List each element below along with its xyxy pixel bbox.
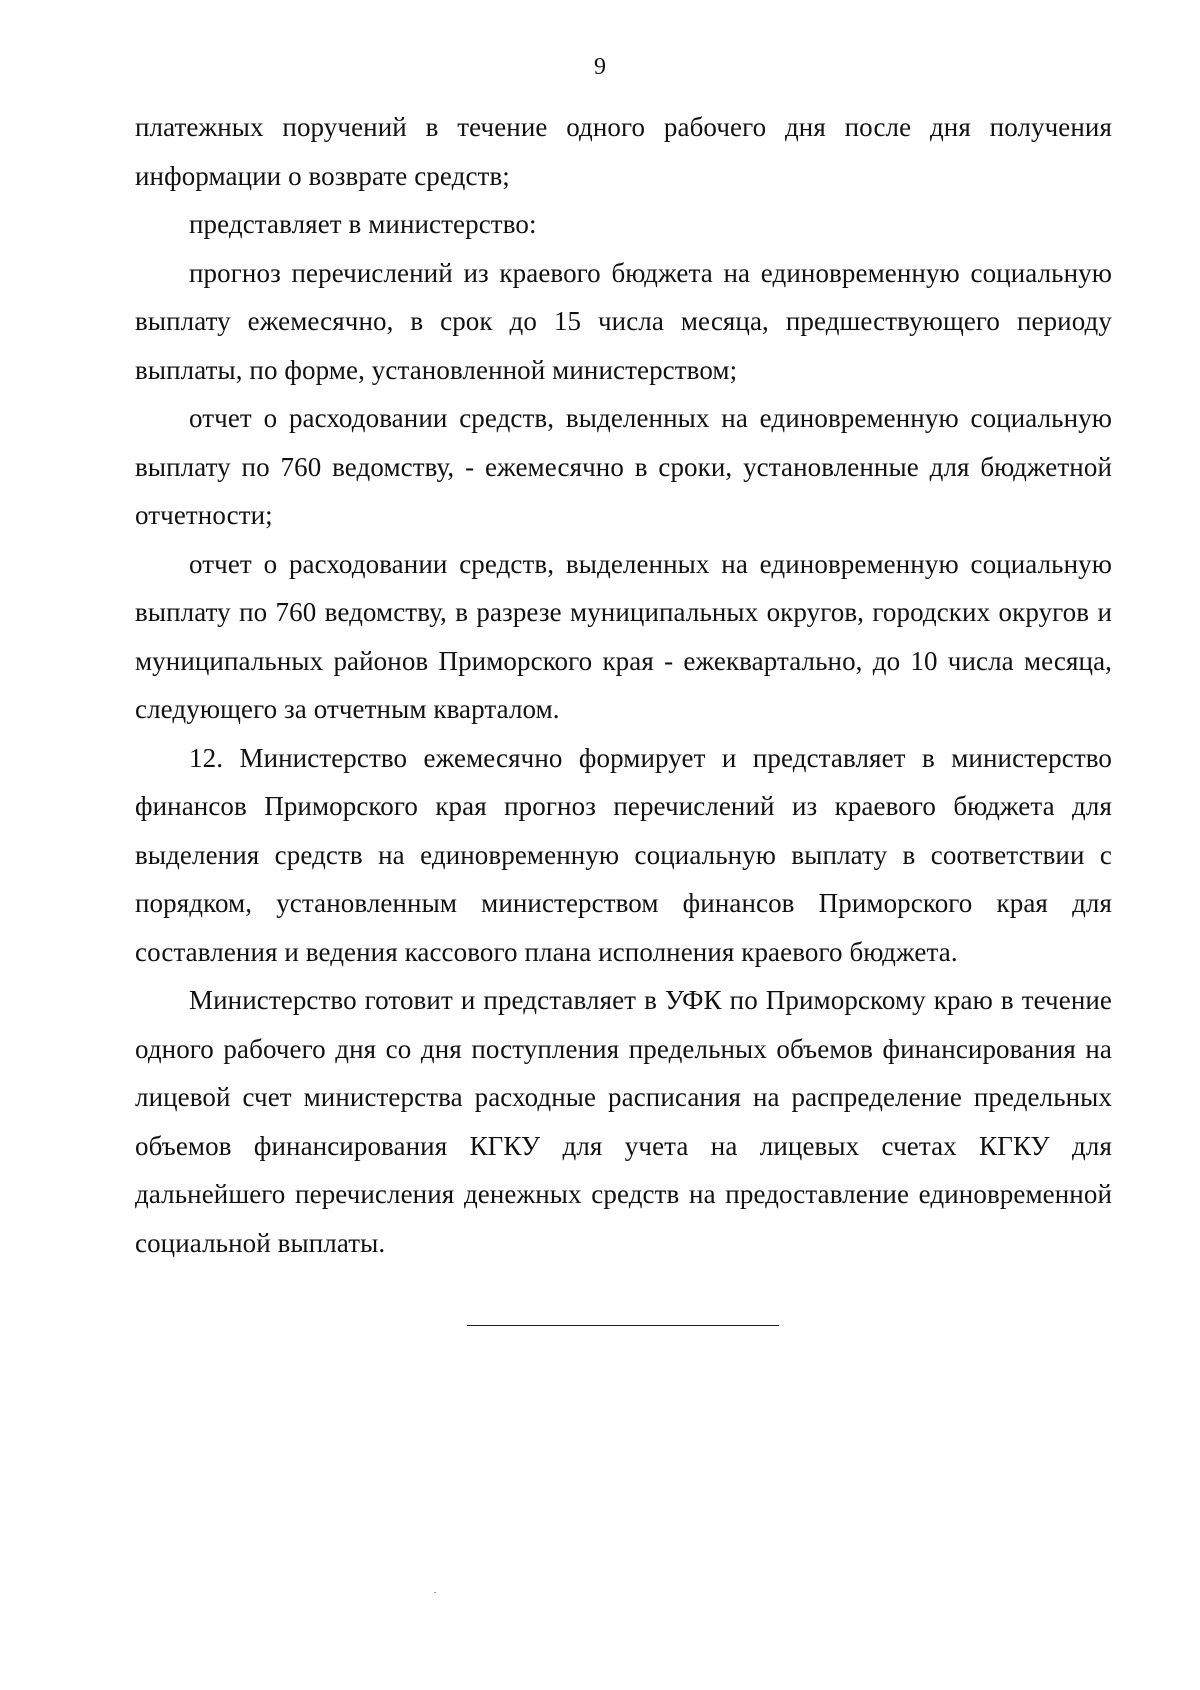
paragraph-item-12: 12. Министерство ежемесячно формирует и представляет в министерство финансов Приморского края прогноз перечислений из краевого бюджета для выделения средств на единовременную социальную выплату в соответствии с порядком, установленным министерством финансов Приморского края для составления и ведения кассового плана исполнения краевого бюджета. [135, 742, 1112, 967]
paragraph-transfer-forecast: прогноз перечислений из краевого бюджета на единовременную социальную выплату ежемесячно, в срок до 15 числа месяца, предшествующего периоду выплаты, по форме, установленной министерством; [135, 257, 1112, 385]
document-body [135, 103, 1112, 1267]
paragraph-quarterly-report: отчет о расходовании средств, выделенных на единовременную социальную выплату по 760 ведомству, в разрезе муниципальных округов, городских округов и муниципальных районов Приморского края - ежеквартально, до 10 числа месяца, следующего за отчетным кварталом. [135, 548, 1112, 724]
paragraph-continuation: платежных поручений в течение одного рабочего дня после дня получения информации о возврате средств; [135, 112, 1112, 191]
paragraph-monthly-report: отчет о расходовании средств, выделенных на единовременную социальную выплату по 760 ведомству, - ежемесячно в сроки, установленные для бюджетной отчетности; [135, 403, 1112, 530]
scan-speck [434, 1592, 436, 1593]
end-separator-line [467, 1325, 779, 1326]
page-number: 9 [594, 54, 606, 80]
paragraph-submits-to-ministry: представляет в министерство: [189, 209, 537, 239]
paragraph-payment-schedules: Министерство готовит и представляет в УФК по Приморскому краю в течение одного рабочего дня со дня поступления предельных объемов финансирования на лицевой счет министерства расходные расписания на распределение предельных объемов финансирования КГКУ для учета на лицевых счетах КГКУ для дальнейшего перечисления денежных средств на предоставление единовременной социальной выплаты. [135, 985, 1112, 1258]
